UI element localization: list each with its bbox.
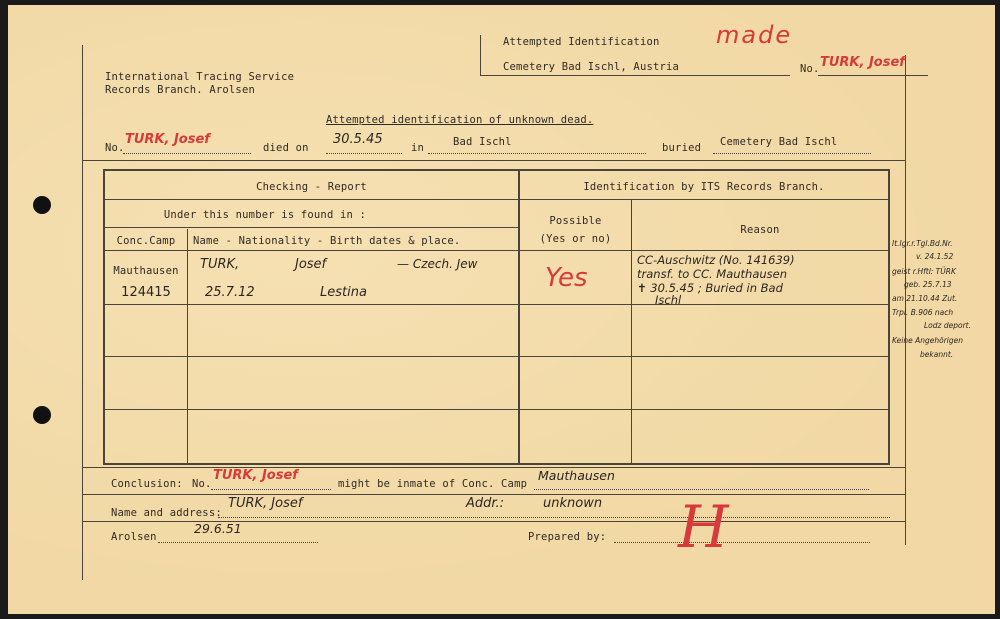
name-address-label: Name and address:	[111, 507, 222, 519]
conclusion-camp-dots	[534, 489, 869, 490]
col-reason-header: Reason	[740, 224, 780, 236]
prepared-initials: H	[678, 493, 729, 561]
conclusion-label: Conclusion:	[111, 478, 183, 490]
table-hline-row3	[105, 356, 888, 357]
name-address-separator	[82, 494, 905, 495]
header-no-underline	[818, 75, 928, 76]
title-name-dots	[123, 153, 251, 154]
title-no-label: No.	[105, 142, 125, 154]
punch-hole-bottom	[33, 406, 51, 424]
header-box-bottom-border	[480, 75, 790, 76]
checking-report-header: Checking - Report	[256, 181, 367, 193]
conclusion-no-label: No.	[192, 478, 212, 490]
died-date-dots	[326, 153, 402, 154]
margin-note-1: It.Igr.r.Tgl.Bd.Nr.	[892, 239, 953, 248]
row1-possible: Yes	[545, 263, 588, 293]
identification-header: Identification by ITS Records Branch.	[583, 181, 825, 193]
document-title: Attempted identification of unknown dead.	[326, 114, 594, 126]
header-no-value: TURK, Josef	[820, 55, 905, 70]
row1-nationality: — Czech. Jew	[397, 257, 478, 271]
table-hline-found	[105, 227, 518, 228]
row1-birth-date: 25.7.12	[205, 285, 255, 300]
died-on-label: died on	[263, 142, 309, 154]
row1-reason-3: ✝ 30.5.45 ; Buried in Bad	[637, 281, 783, 295]
buried-dots	[713, 153, 871, 154]
footer-date: 29.6.51	[194, 521, 242, 536]
margin-note-5: am 21.10.44 Zut.	[892, 294, 958, 303]
header-box-line-2: Cemetery Bad Ischl, Austria	[503, 61, 680, 73]
footer-date-dots	[158, 542, 318, 543]
died-date: 30.5.45	[333, 132, 383, 147]
col-possible-header-1: Possible	[549, 215, 602, 227]
buried-place: Cemetery Bad Ischl	[720, 136, 838, 148]
table-hline-header	[105, 199, 888, 200]
col-name-header: Name - Nationality - Birth dates & place.	[193, 235, 461, 247]
title-separator	[82, 160, 905, 161]
record-card	[8, 5, 995, 614]
header-no-label: No.	[800, 63, 820, 75]
margin-note-7: Lodz deport.	[924, 321, 971, 330]
row1-number: 124415	[121, 285, 171, 300]
col-possible-header-2: (Yes or no)	[539, 233, 612, 245]
table-hline-colhead	[105, 250, 888, 251]
addr-value: unknown	[543, 496, 603, 511]
name-address-dots	[218, 517, 890, 518]
margin-note-2: v. 24.1.52	[916, 252, 954, 261]
margin-note-6: Trpl. B.906 nach	[892, 308, 954, 317]
row1-firstname: Josef	[295, 257, 327, 272]
row1-reason-2: transf. to CC. Mauthausen	[637, 267, 788, 281]
org-line-1: International Tracing Service	[105, 71, 295, 83]
place-dots	[428, 153, 646, 154]
left-margin-line	[82, 45, 83, 580]
header-box-left-border	[480, 35, 481, 75]
stamp-made: made	[716, 21, 793, 49]
org-line-2: Records Branch. Arolsen	[105, 84, 255, 96]
punch-hole-top	[33, 196, 51, 214]
margin-note-4: geb. 25.7.13	[904, 280, 952, 289]
name-address-name: TURK, Josef	[228, 496, 303, 511]
table-hline-row2	[105, 304, 888, 305]
row1-reason-4: Ischl	[655, 293, 682, 307]
conclusion-name: TURK, Josef	[213, 468, 298, 483]
conclusion-name-dots	[211, 489, 331, 490]
title-name: TURK, Josef	[125, 132, 210, 147]
table-divider-possible	[631, 200, 632, 463]
col-camp-header: Conc.Camp	[116, 235, 176, 247]
checking-table	[103, 169, 890, 465]
row1-surname: TURK,	[200, 257, 240, 272]
prepared-by-dots	[614, 542, 870, 543]
buried-label: buried	[662, 142, 702, 154]
found-in-label: Under this number is found in :	[163, 209, 367, 221]
margin-note-9: bekannt.	[920, 350, 954, 359]
row1-birth-place: Lestina	[320, 285, 367, 300]
row1-reason-1: CC-Auschwitz (No. 141639)	[637, 253, 795, 267]
margin-note-8: Keine Angehörigen	[892, 336, 963, 345]
addr-label: Addr.:	[466, 496, 505, 511]
header-box-line-1: Attempted Identification	[503, 36, 660, 48]
in-label: in	[411, 142, 425, 154]
table-divider-camp	[187, 229, 188, 463]
conclusion-camp: Mauthausen	[538, 468, 615, 483]
conclusion-separator	[82, 467, 905, 468]
footer-place: Arolsen	[111, 531, 157, 543]
table-hline-row4	[105, 409, 888, 410]
margin-note-3: geist r.Hftl: TÜRK	[892, 267, 956, 276]
row1-camp: Mauthausen	[113, 265, 179, 277]
conclusion-text: might be inmate of Conc. Camp	[338, 478, 528, 490]
prepared-by-label: Prepared by:	[528, 531, 607, 543]
place-of-death: Bad Ischl	[453, 136, 512, 148]
